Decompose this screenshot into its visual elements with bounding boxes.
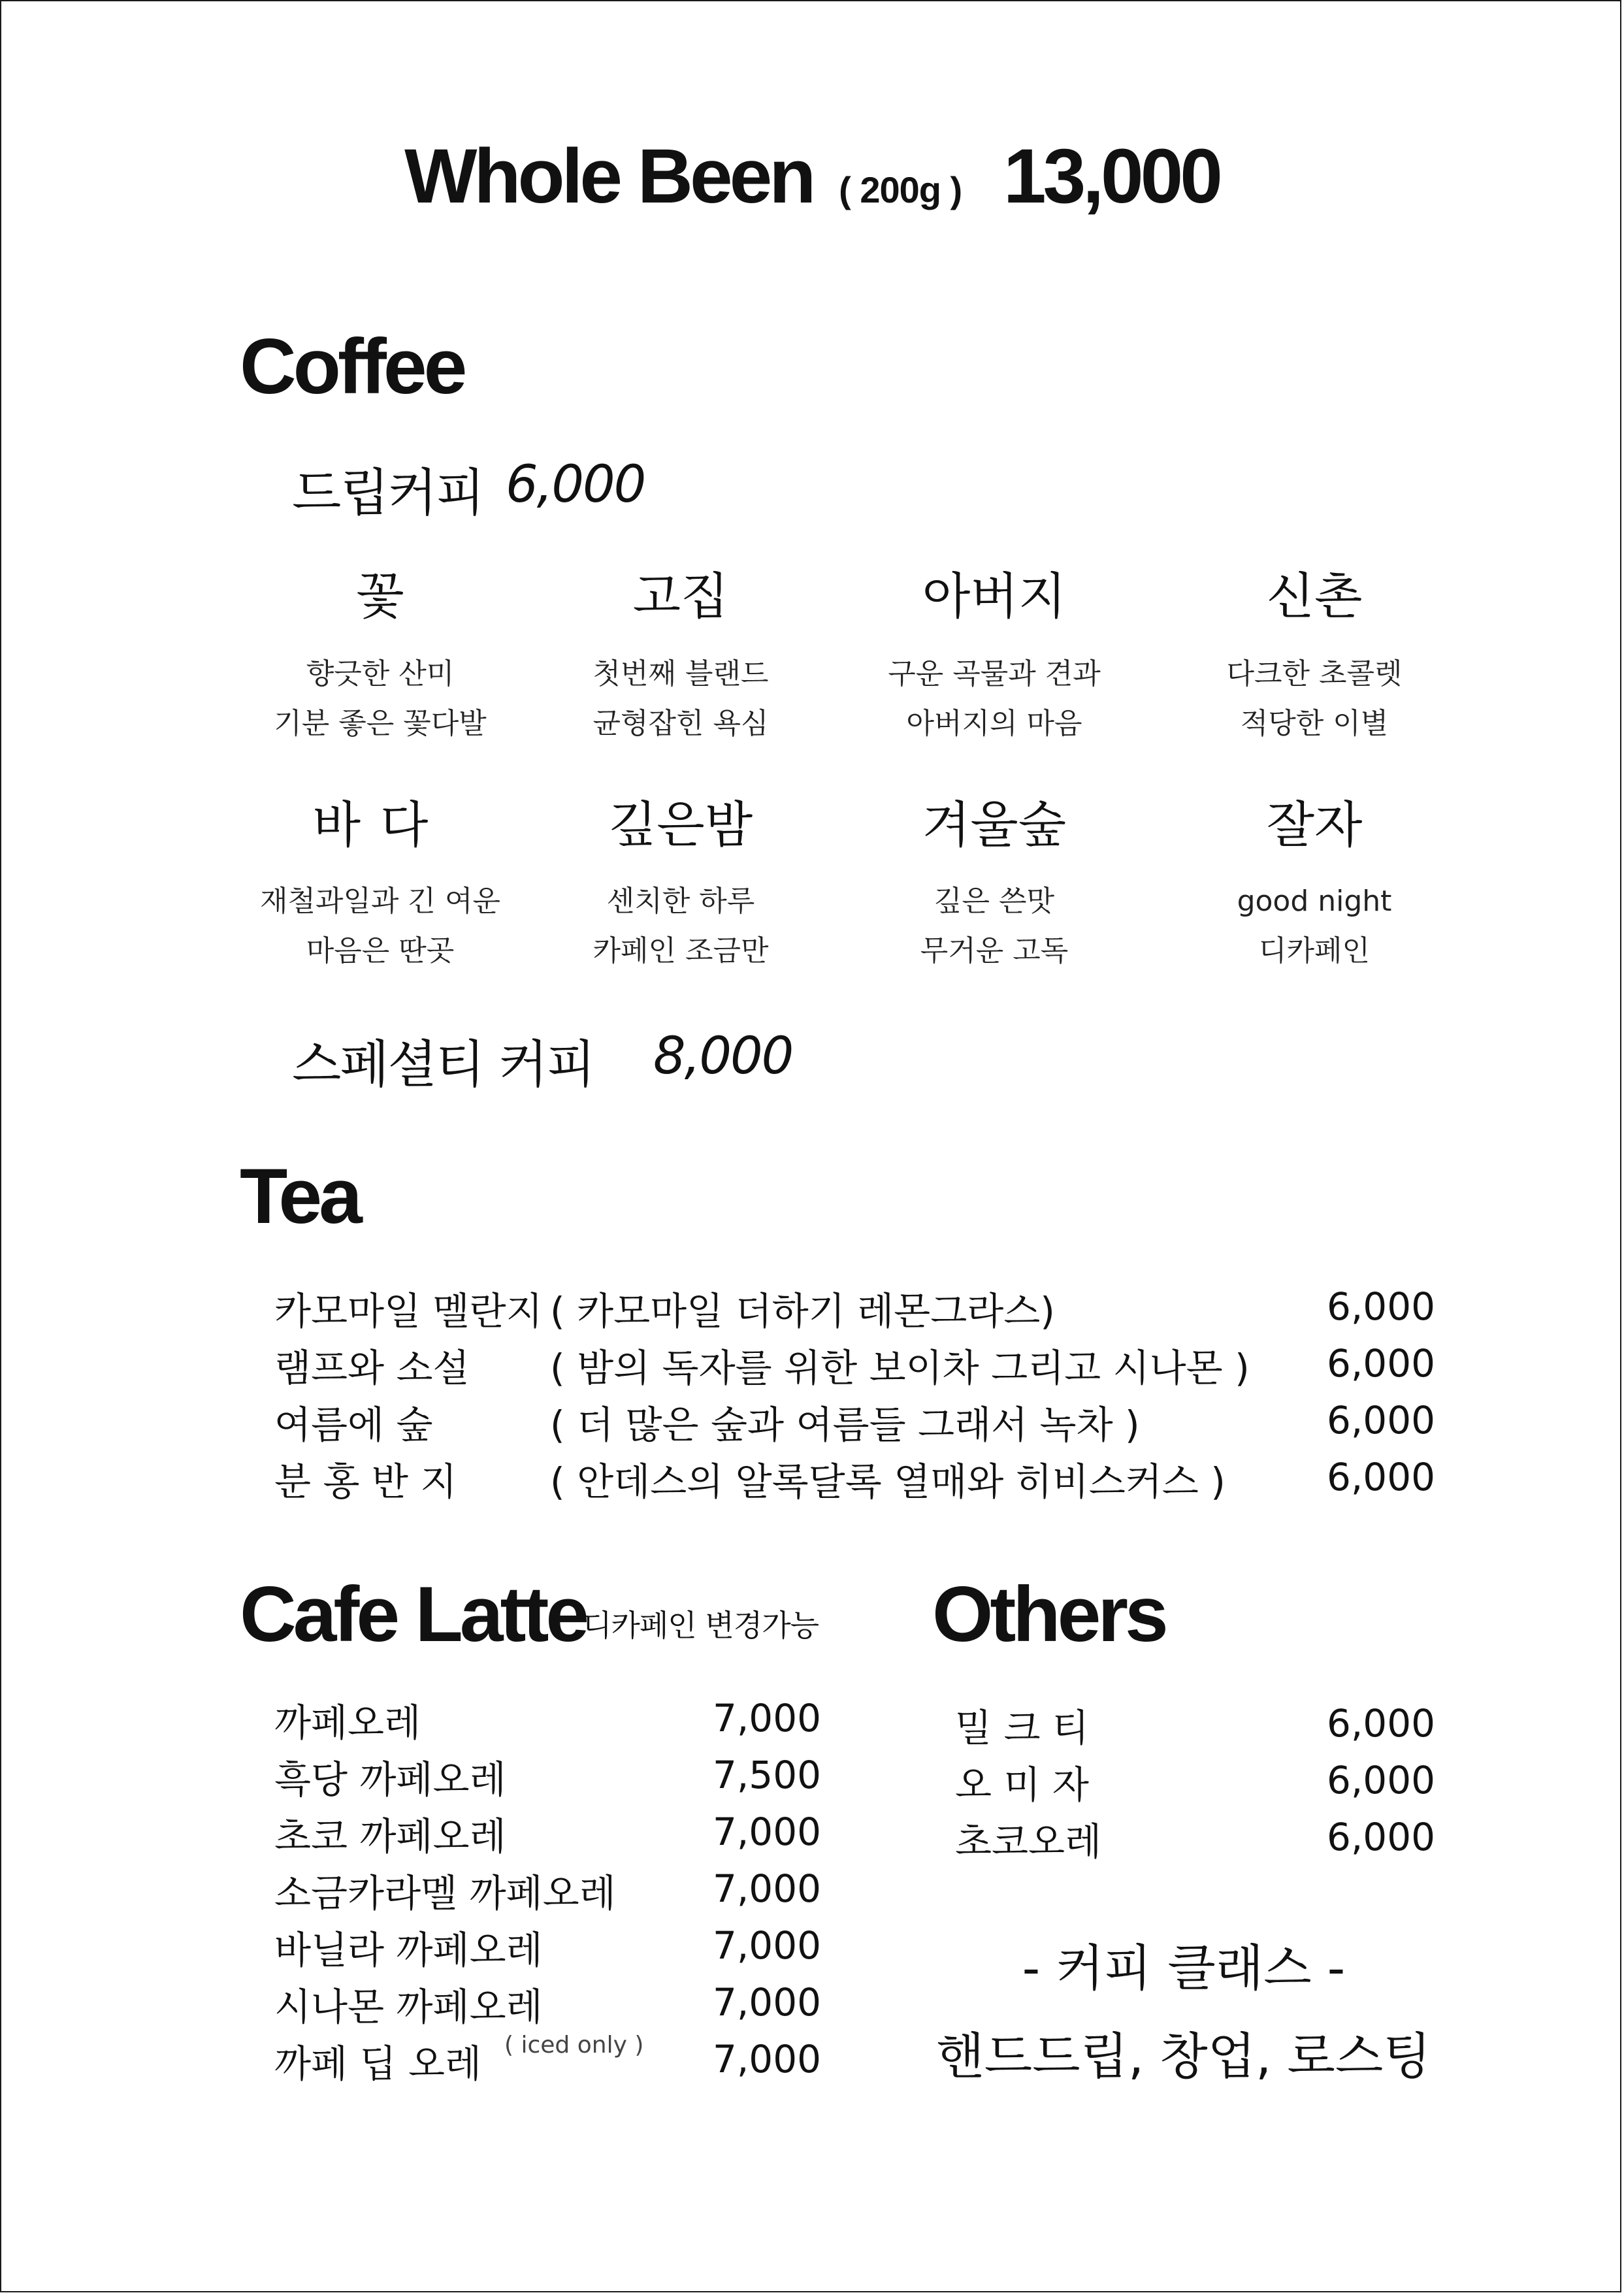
blend-name: 고집 bbox=[632, 567, 729, 625]
tea-item-price: 6,000 bbox=[1326, 1284, 1435, 1329]
latte-item-price: 7,000 bbox=[712, 1866, 821, 1911]
iced-only-note: ( iced only ) bbox=[504, 2032, 644, 2059]
others-item-name: 밀 크 티 bbox=[955, 1706, 1089, 1750]
tea-item-name: 카모마일 멜란지 bbox=[274, 1289, 543, 1333]
tea-item-name: 램프와 소설 bbox=[274, 1346, 470, 1390]
tea-item-desc: ( 카모마일 더하기 레몬그라스) bbox=[550, 1289, 1055, 1333]
blend-desc-2: 아버지의 마음 bbox=[906, 707, 1082, 740]
others-item-price: 6,000 bbox=[1326, 1815, 1435, 1859]
whole-bean-title: Whole Been bbox=[404, 133, 813, 220]
others-item-price: 6,000 bbox=[1326, 1758, 1435, 1802]
tea-item-desc: ( 안데스의 알록달록 열매와 히비스커스 ) bbox=[550, 1459, 1226, 1504]
blend-desc-2: 카페인 조금만 bbox=[593, 934, 769, 968]
blend-desc-2: 적당한 이별 bbox=[1240, 707, 1389, 740]
tea-item-desc: ( 밤의 독자를 위한 보이차 그리고 시나몬 ) bbox=[550, 1346, 1250, 1390]
others-item-price: 6,000 bbox=[1326, 1701, 1435, 1746]
latte-item-price: 7,000 bbox=[712, 1810, 821, 1854]
latte-section-title: Cafe Latte bbox=[240, 1571, 587, 1658]
tea-section-title: Tea bbox=[240, 1152, 359, 1240]
others-section-title: Others bbox=[932, 1571, 1165, 1658]
tea-item-name: 여름에 숲 bbox=[274, 1403, 433, 1447]
specialty-coffee-price: 8,000 bbox=[653, 1027, 793, 1086]
tea-item-name: 분 홍 반 지 bbox=[274, 1459, 457, 1504]
whole-bean-price: 13,000 bbox=[1003, 133, 1220, 220]
drip-coffee-label: 드립커피 bbox=[292, 464, 484, 523]
blend-desc-1: 재철과일과 긴 여운 bbox=[259, 885, 500, 918]
blend-name: 깊은밤 bbox=[608, 796, 753, 854]
latte-item-price: 7,000 bbox=[712, 2037, 821, 2081]
blend-desc-1: good night bbox=[1237, 885, 1392, 918]
blend-desc-1: 첫번째 블랜드 bbox=[593, 657, 769, 691]
latte-item-price: 7,000 bbox=[712, 1923, 821, 1968]
tea-item-price: 6,000 bbox=[1326, 1398, 1435, 1442]
tea-item-price: 6,000 bbox=[1326, 1341, 1435, 1386]
blend-name: 바다 bbox=[312, 796, 448, 854]
coffee-class-title: - 커피 클래스 - bbox=[1022, 1939, 1346, 1997]
blend-name: 아버지 bbox=[922, 567, 1067, 625]
blend-name: 신촌 bbox=[1266, 567, 1363, 625]
latte-item-name: 소금카라멜 까페오레 bbox=[274, 1871, 616, 1915]
blend-desc-2: 디카페인 bbox=[1258, 934, 1370, 968]
latte-item-name: 바닐라 까페오레 bbox=[274, 1928, 543, 1972]
others-item-name: 초코오레 bbox=[955, 1819, 1102, 1864]
blend-desc-1: 깊은 쓴맛 bbox=[934, 885, 1054, 918]
tea-item-price: 6,000 bbox=[1326, 1455, 1435, 1499]
drip-coffee-price: 6,000 bbox=[506, 455, 645, 514]
tea-item-desc: ( 더 많은 숲과 여름들 그래서 녹차 ) bbox=[550, 1403, 1140, 1447]
latte-item-price: 7,000 bbox=[712, 1696, 821, 1740]
others-item-name: 오 미 자 bbox=[955, 1763, 1089, 1807]
decaf-note: 디카페인 변경가능 bbox=[583, 1608, 819, 1643]
blend-desc-2: 무거운 고독 bbox=[920, 934, 1069, 968]
coffee-section-title: Coffee bbox=[240, 323, 464, 410]
blend-desc-1: 센치한 하루 bbox=[606, 885, 755, 918]
latte-item-name: 까페오레 bbox=[274, 1701, 421, 1745]
blend-name: 잘자 bbox=[1266, 796, 1363, 854]
latte-item-price: 7,000 bbox=[712, 1980, 821, 2025]
specialty-coffee-label: 스페셜티 커피 bbox=[292, 1035, 594, 1094]
latte-item-name: 흑당 까페오레 bbox=[274, 1757, 506, 1802]
coffee-class-detail: 핸드드립, 창업, 로스팅 bbox=[936, 2027, 1431, 2085]
latte-item-price: 7,500 bbox=[712, 1753, 821, 1797]
latte-item-name: 초코 까페오레 bbox=[274, 1814, 506, 1859]
blend-name: 겨울숲 bbox=[922, 796, 1067, 854]
latte-item-name: 시나몬 까페오레 bbox=[274, 1985, 543, 2029]
blend-desc-2: 마음은 딴곳 bbox=[306, 934, 455, 968]
blend-desc-2: 기분 좋은 꽃다발 bbox=[274, 707, 487, 740]
blend-name: 꽃 bbox=[356, 567, 404, 625]
blend-desc-1: 다크한 초콜렛 bbox=[1226, 657, 1403, 691]
latte-item-name: 까페 딥 오레 bbox=[274, 2042, 482, 2086]
blend-desc-1: 향긋한 산미 bbox=[306, 657, 455, 691]
blend-desc-1: 구운 곡물과 견과 bbox=[888, 657, 1101, 691]
whole-bean-header bbox=[1, 132, 1623, 221]
blend-desc-2: 균형잡힌 욕심 bbox=[593, 707, 769, 740]
whole-bean-weight: ( 200g ) bbox=[839, 169, 962, 210]
